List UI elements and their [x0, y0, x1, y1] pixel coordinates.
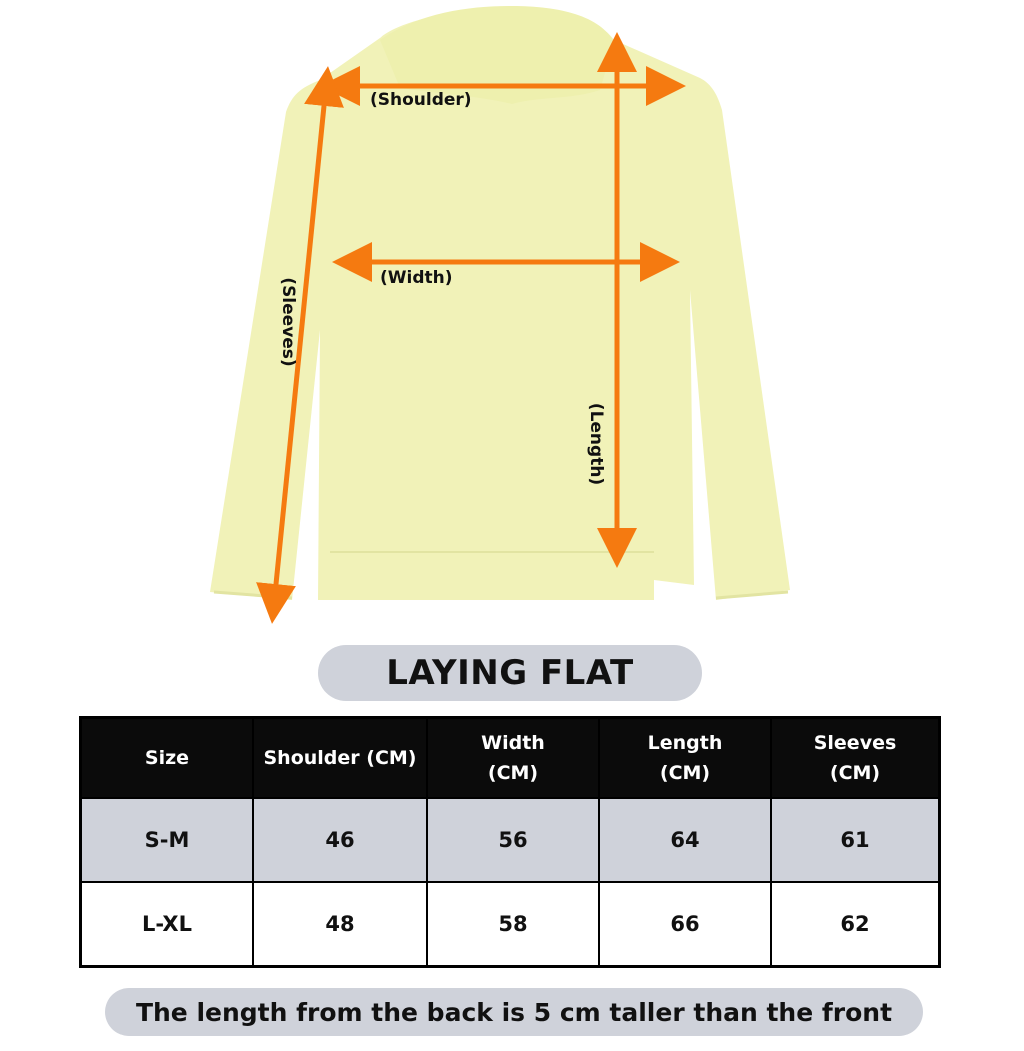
- note-text: The length from the back is 5 cm taller than the front: [135, 997, 893, 1027]
- width-label: (Width): [380, 268, 453, 288]
- shoulder-label: (Shoulder): [370, 90, 472, 110]
- cell-width: 58: [427, 882, 599, 967]
- cell-length: 64: [599, 798, 771, 882]
- header-text: Length: [647, 732, 723, 754]
- cell-length: 66: [599, 882, 771, 967]
- table-row: [81, 798, 940, 882]
- header-shoulder: [253, 718, 427, 799]
- size-chart-table: [79, 716, 941, 968]
- header-text: Width: [481, 732, 545, 754]
- sleeves-label: (Sleeves): [278, 277, 298, 367]
- cell-width: 56: [427, 798, 599, 882]
- header-text: Size: [144, 747, 190, 769]
- cell-sleeves: 62: [771, 882, 940, 967]
- header-text: Shoulder (CM): [263, 747, 417, 769]
- cell-shoulder: 48: [253, 882, 427, 967]
- header-length: [599, 718, 771, 799]
- header-size: [81, 718, 254, 799]
- cell-shoulder: 46: [253, 798, 427, 882]
- header-unit: (CM): [829, 762, 881, 784]
- cell-sleeves: 61: [771, 798, 940, 882]
- note-banner: [105, 988, 923, 1036]
- page-title: LAYING FLAT: [386, 653, 634, 693]
- cell-size: S-M: [81, 798, 254, 882]
- header-unit: (CM): [487, 762, 539, 784]
- header-text: Sleeves: [813, 732, 897, 754]
- length-label: (Length): [586, 402, 606, 486]
- header-width: [427, 718, 599, 799]
- table-row: [81, 882, 940, 967]
- title-banner: [318, 645, 702, 701]
- cell-size: L-XL: [81, 882, 254, 967]
- header-sleeves: [771, 718, 940, 799]
- header-unit: (CM): [659, 762, 711, 784]
- table-header-row: [81, 718, 940, 799]
